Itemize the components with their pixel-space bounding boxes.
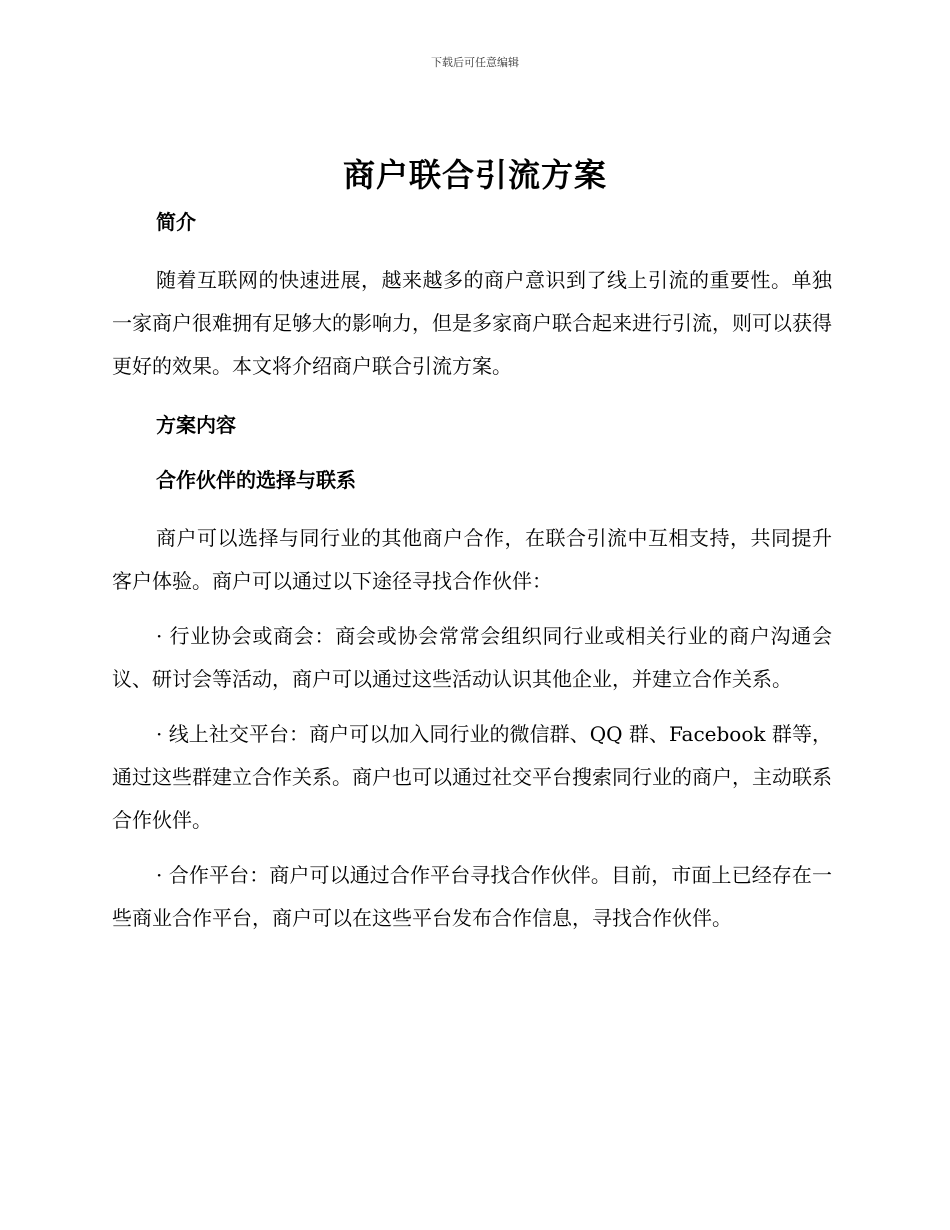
intro-heading: 简介 bbox=[156, 210, 196, 234]
intro-paragraph: 随着互联网的快速进展，越来越多的商户意识到了线上引流的重要性。单独一家商户很难拥有足够大的影响力，但是多家商户联合起来进行引流，则可以获得更好的效果。本文将介绍商户联合引流方案。 bbox=[112, 268, 832, 378]
partner-paragraph: 商户可以选择与同行业的其他商户合作，在联合引流中互相支持，共同提升客户体验。商户可以通过以下途径寻找合作伙伴： bbox=[112, 526, 832, 593]
partner-heading: 合作伙伴的选择与联系 bbox=[156, 468, 356, 492]
document-body bbox=[112, 205, 832, 940]
bullet-item-association: · 行业协会或商会：商会或协会常常会组织同行业或相关行业的商户沟通会议、研讨会等活动，商户可以通过这些活动认识其他企业，并建立合作关系。 bbox=[112, 624, 832, 691]
bullet-item-cooperation-platform: · 合作平台：商户可以通过合作平台寻找合作伙伴。目前，市面上已经存在一些商业合作平台，商户可以在这些平台发布合作信息，寻找合作伙伴。 bbox=[112, 863, 832, 930]
header-note: 下载后可任意编辑 bbox=[431, 56, 519, 69]
document-title: 商户联合引流方案 bbox=[342, 156, 607, 194]
plan-heading: 方案内容 bbox=[156, 413, 236, 437]
bullet-item-social-platform: · 线上社交平台：商户可以加入同行业的微信群、QQ 群、Facebook 群等，通过这些群建立合作关系。商户也可以通过社交平台搜索同行业的商户，主动联系合作伙伴。 bbox=[112, 722, 832, 832]
